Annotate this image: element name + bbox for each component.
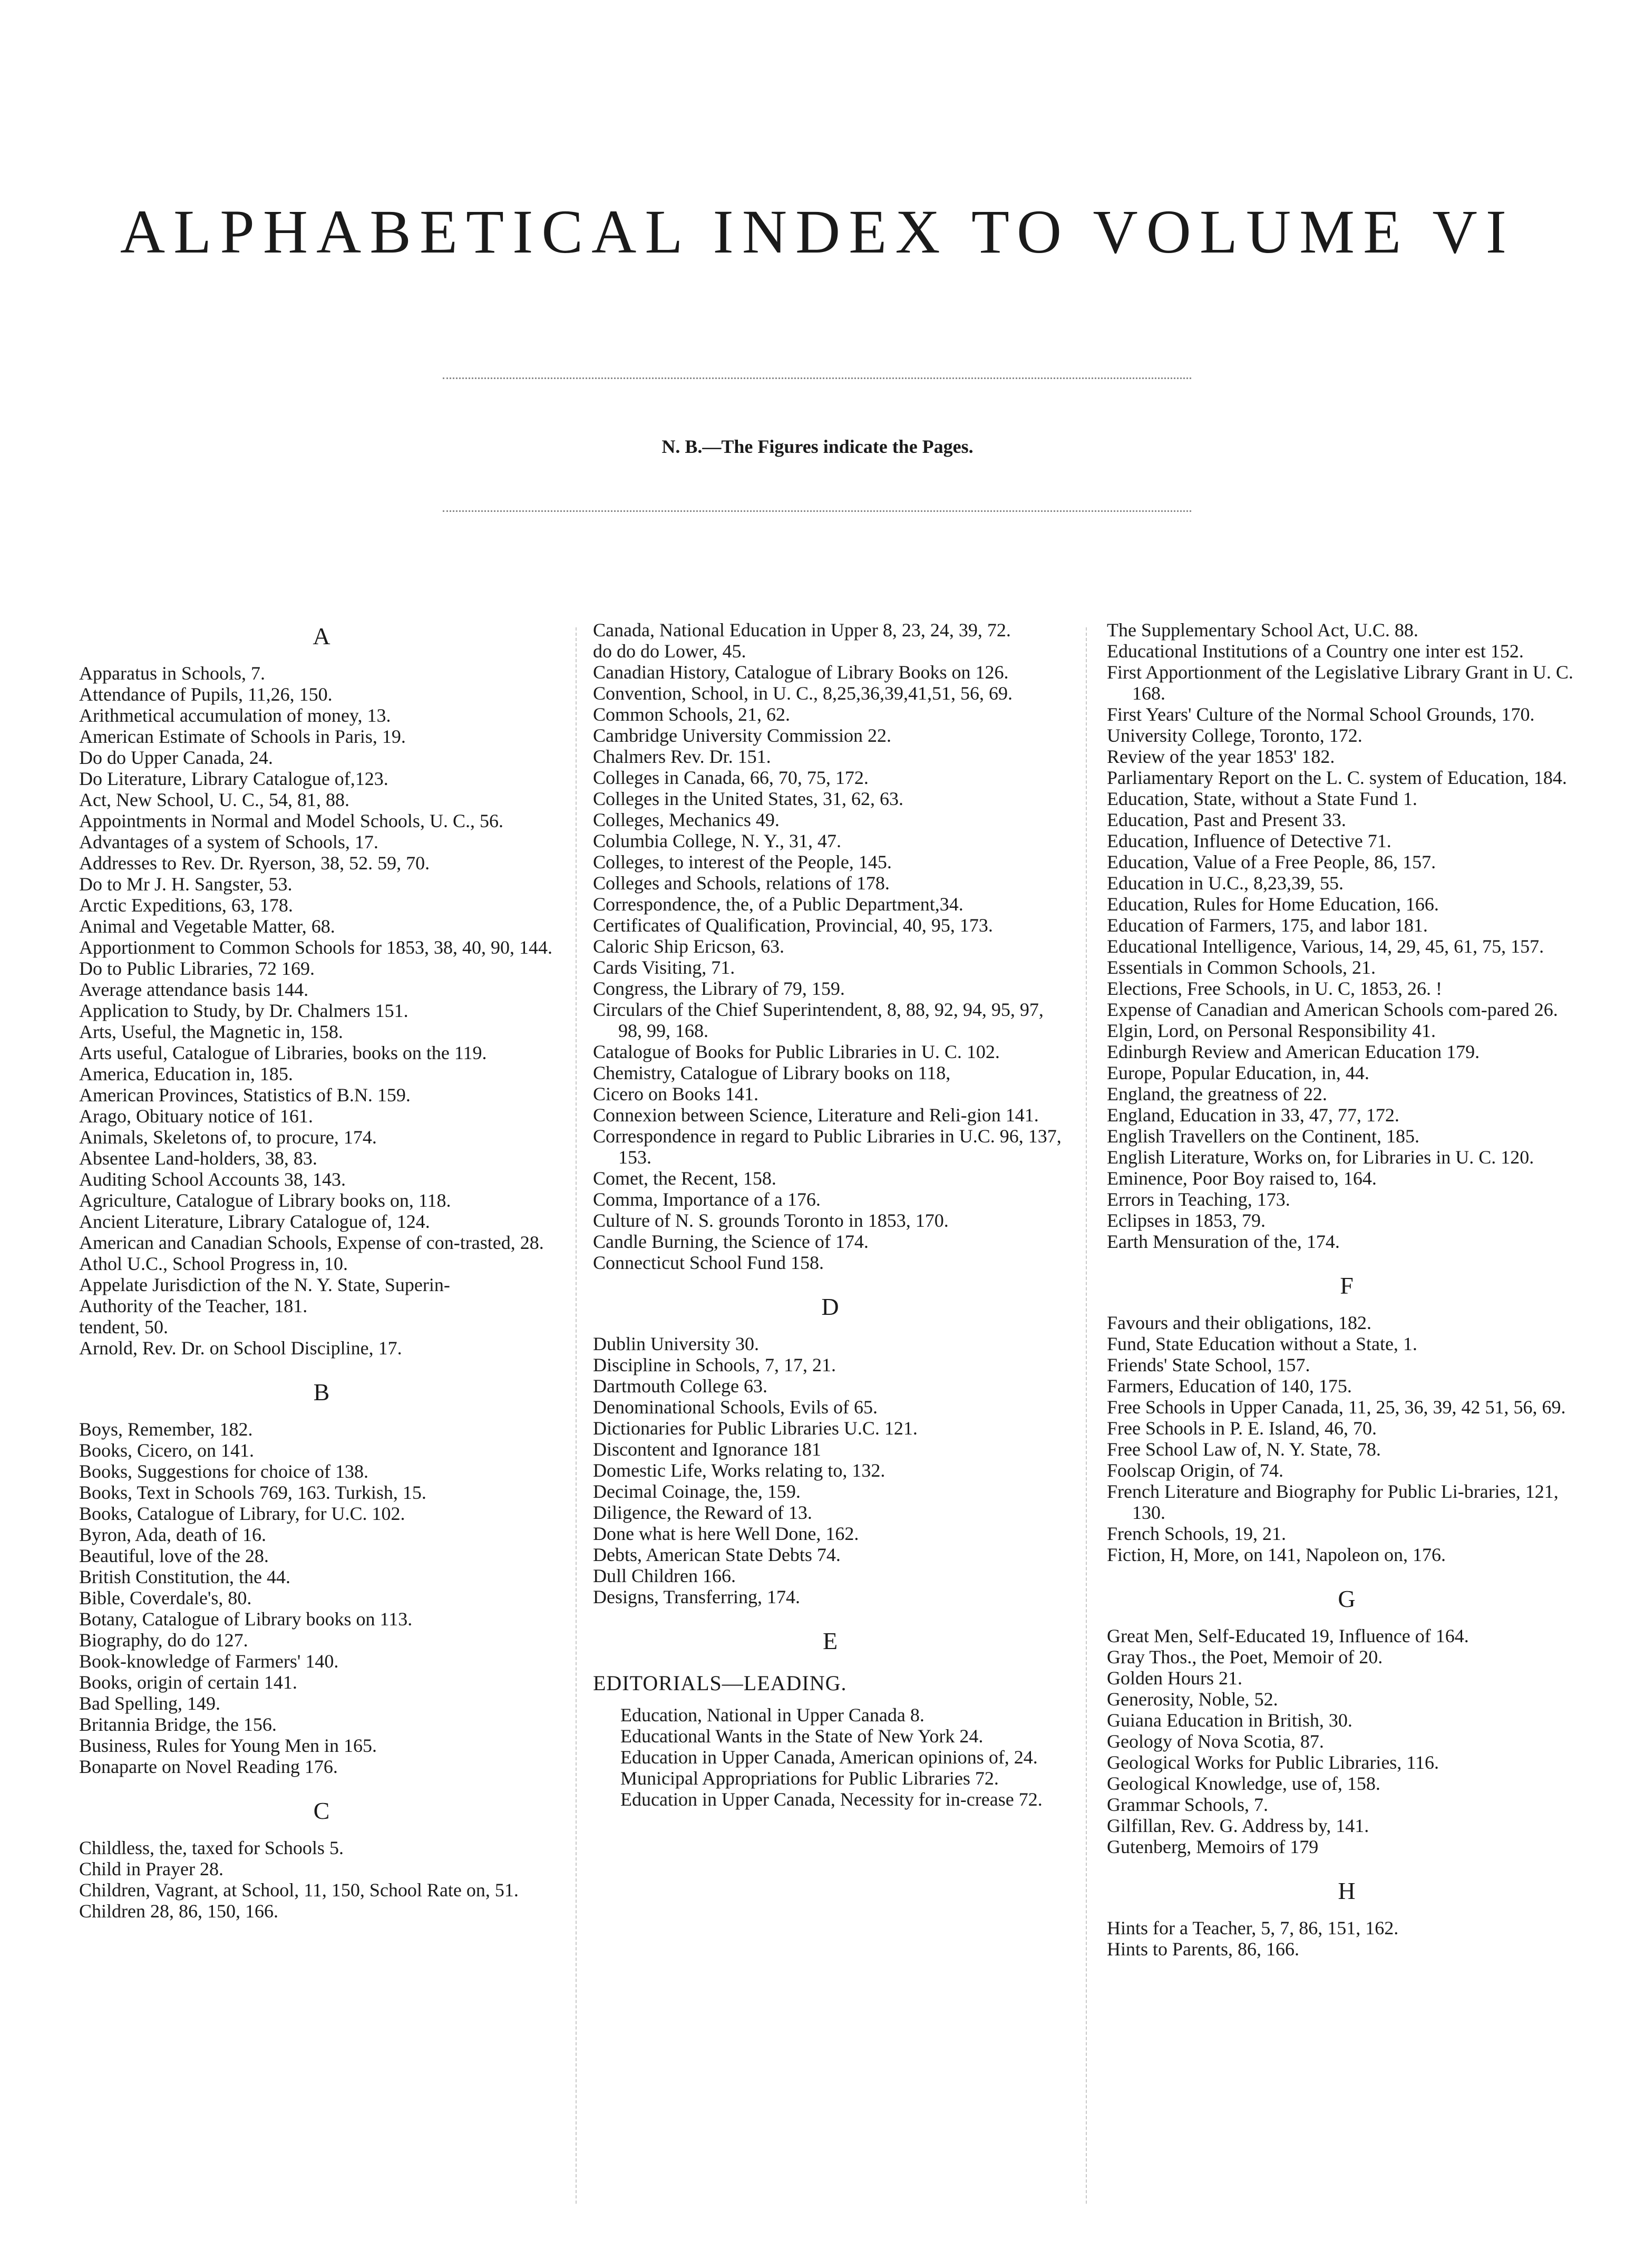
index-entry: Decimal Coinage, the, 159. (593, 1481, 801, 1502)
index-entry: Chemistry, Catalogue of Library books on 118, (593, 1062, 951, 1083)
ornamental-rule-top (443, 377, 1191, 379)
index-entry: Education in U.C., 8,23,39, 55. (1107, 873, 1344, 894)
section-spacer (1107, 1857, 1587, 1867)
index-entry: Education in Upper Canada, Necessity for in-crease 72. (620, 1789, 1043, 1810)
section-subheading: EDITORIALS—LEADING. (593, 1671, 847, 1695)
index-entry: Free Schools in P. E. Island, 46, 70. (1107, 1418, 1377, 1439)
index-entry: Colleges in Canada, 66, 70, 75, 172. (593, 767, 869, 788)
index-entry: Connexion between Science, Literature and Reli-gion 141. (593, 1104, 1039, 1126)
index-entry: Biography, do do 127. (79, 1630, 248, 1651)
index-note: N. B.—The Figures indicate the Pages. (661, 436, 974, 457)
index-entry: Books, Catalogue of Library, for U.C. 102. (79, 1503, 405, 1524)
index-entry: Do to Public Libraries, 72 169. (79, 958, 315, 979)
index-entry: University College, Toronto, 172. (1107, 725, 1363, 746)
index-entry: Athol U.C., School Progress in, 10. (79, 1253, 348, 1274)
page-title: ALPHABETICAL INDEX TO VOLUME VI (120, 197, 1515, 266)
index-entry: Gilfillan, Rev. G. Address by, 141. (1107, 1815, 1369, 1836)
index-entry: Done what is here Well Done, 162. (593, 1523, 859, 1544)
index-entry: Edinburgh Review and American Education 179. (1107, 1041, 1480, 1062)
index-entry: Eclipses in 1853, 79. (1107, 1210, 1266, 1231)
index-entry: Catalogue of Books for Public Libraries in U. C. 102. (593, 1041, 1000, 1062)
index-entry: Educational Intelligence, Various, 14, 29, 45, 61, 75, 157. (1107, 936, 1544, 957)
index-entry: Animal and Vegetable Matter, 68. (79, 916, 335, 937)
index-entry: Elgin, Lord, on Personal Responsibility 41. (1107, 1020, 1436, 1041)
index-entry: First Years' Culture of the Normal School Grounds, 170. (1107, 704, 1535, 725)
index-entry: Municipal Appropriations for Public Libraries 72. (620, 1768, 999, 1789)
index-entry: Arithmetical accumulation of money, 13. (79, 705, 391, 726)
index-entry: Educational Wants in the State of New York 24. (620, 1726, 984, 1747)
index-entry: Errors in Teaching, 173. (1107, 1189, 1290, 1210)
index-entry: British Constitution, the 44. (79, 1566, 291, 1587)
index-entry: Europe, Popular Education, in, 44. (1107, 1062, 1369, 1083)
index-entry: England, the greatness of 22. (1107, 1083, 1327, 1104)
index-entry: Candle Burning, the Science of 174. (593, 1231, 869, 1252)
index-entry: Arctic Expeditions, 63, 178. (79, 895, 293, 916)
index-entry: Appelate Jurisdiction of the N. Y. State, Superin- (79, 1274, 450, 1295)
index-entry: Education of Farmers, 175, and labor 181. (1107, 915, 1428, 936)
index-entry: Congress, the Library of 79, 159. (593, 978, 845, 999)
index-entry: Child in Prayer 28. (79, 1858, 223, 1879)
index-entry: Children, Vagrant, at School, 11, 150, School Rate on, 51. (79, 1879, 519, 1901)
index-column-2 (593, 619, 1067, 2247)
index-entry: Britannia Bridge, the 156. (79, 1714, 277, 1735)
index-entry: Advantages of a system of Schools, 17. (79, 831, 378, 852)
index-entry: Golden Hours 21. (1107, 1668, 1242, 1689)
index-entry: Books, Text in Schools 769, 163. Turkish, 15. (79, 1482, 426, 1503)
index-entry: tendent, 50. (79, 1316, 168, 1337)
column-divider (1086, 627, 1087, 2204)
index-entry: Convention, School, in U. C., 8,25,36,39,41,51, 56, 69. (593, 683, 1013, 704)
section-spacer (79, 1359, 564, 1368)
index-entry: Cambridge University Commission 22. (593, 725, 891, 746)
index-entry: Certificates of Qualification, Provincial, 40, 95, 173. (593, 915, 993, 936)
index-entry: Education, Past and Present 33. (1107, 809, 1346, 830)
index-entry: Colleges, to interest of the People, 145. (593, 851, 892, 873)
index-entry: do do do Lower, 45. (593, 641, 746, 662)
index-entry: English Travellers on the Continent, 185. (1107, 1126, 1419, 1147)
index-entry: Foolscap Origin, of 74. (1107, 1460, 1283, 1481)
index-entry: Books, origin of certain 141. (79, 1672, 297, 1693)
index-entry: Colleges in the United States, 31, 62, 63. (593, 788, 903, 809)
index-entry: Average attendance basis 144. (79, 979, 309, 1000)
index-entry: Canada, National Education in Upper 8, 23, 24, 39, 72. (593, 619, 1011, 641)
index-entry: Bonaparte on Novel Reading 176. (79, 1756, 338, 1777)
index-section (79, 1794, 564, 1922)
index-entry: Culture of N. S. grounds Toronto in 1853, 170. (593, 1210, 949, 1231)
index-entry: Authority of the Teacher, 181. (79, 1295, 308, 1316)
index-entry: Earth Mensuration of the, 174. (1107, 1231, 1340, 1252)
index-entry: Friends' State School, 157. (1107, 1354, 1310, 1375)
index-entry: Canadian History, Catalogue of Library Books on 126. (593, 662, 1009, 683)
index-entry: Favours and their obligations, 182. (1107, 1312, 1371, 1333)
index-entry: Business, Rules for Young Men in 165. (79, 1735, 377, 1756)
index-entry: Education, Rules for Home Education, 166. (1107, 894, 1439, 915)
index-entry: Boys, Remember, 182. (79, 1419, 253, 1440)
section-spacer (593, 1607, 1067, 1617)
index-entry: Discipline in Schools, 7, 17, 21. (593, 1354, 836, 1375)
index-entry: Arnold, Rev. Dr. on School Discipline, 17. (79, 1337, 402, 1359)
index-entry: Geological Knowledge, use of, 158. (1107, 1773, 1380, 1794)
index-entry: Columbia College, N. Y., 31, 47. (593, 830, 841, 851)
index-section (79, 619, 564, 1359)
index-entry: Eminence, Poor Boy raised to, 164. (1107, 1168, 1377, 1189)
index-entry: Connecticut School Fund 158. (593, 1252, 824, 1273)
index-entry: Denominational Schools, Evils of 65. (593, 1397, 878, 1418)
index-entry: Guiana Education in British, 30. (1107, 1710, 1352, 1731)
index-entry: Colleges, Mechanics 49. (593, 809, 780, 830)
index-entry: Auditing School Accounts 38, 143. (79, 1169, 346, 1190)
index-entry: Bible, Coverdale's, 80. (79, 1587, 252, 1608)
index-entry: French Schools, 19, 21. (1107, 1523, 1286, 1544)
section-spacer (593, 1810, 1067, 1819)
section-spacer (1107, 1960, 1587, 1969)
index-entry: Bad Spelling, 149. (79, 1693, 220, 1714)
index-entry: Animals, Skeletons of, to procure, 174. (79, 1127, 377, 1148)
index-entry: Dartmouth College 63. (593, 1375, 767, 1397)
index-entry: Hints for a Teacher, 5, 7, 86, 151, 162. (1107, 1917, 1399, 1939)
index-entry: Act, New School, U. C., 54, 81, 88. (79, 789, 349, 810)
index-entry: American and Canadian Schools, Expense of con-trasted, 28. (79, 1232, 544, 1253)
index-entry: Educational Institutions of a Country one inter est 152. (1107, 641, 1524, 662)
index-entry: Do do Upper Canada, 24. (79, 747, 273, 768)
index-entry: Application to Study, by Dr. Chalmers 151. (79, 1000, 408, 1021)
index-entry: Arts, Useful, the Magnetic in, 158. (79, 1021, 343, 1042)
index-entry: English Literature, Works on, for Libraries in U. C. 120. (1107, 1147, 1534, 1168)
index-entry: French Literature and Biography for Public Li-braries, 121, 130. (1107, 1481, 1559, 1523)
index-entry: Addresses to Rev. Dr. Ryerson, 38, 52. 59, 70. (79, 852, 430, 874)
column-divider (576, 627, 577, 2204)
index-entry: Education, Influence of Detective 71. (1107, 830, 1391, 851)
index-entry: Colleges and Schools, relations of 178. (593, 873, 890, 894)
index-section (1107, 1269, 1587, 1565)
section-spacer (593, 1273, 1067, 1283)
index-entry: Cards Visiting, 71. (593, 957, 735, 978)
index-entry: Essentials in Common Schools, 21. (1107, 957, 1376, 978)
section-letter: E (822, 1627, 838, 1654)
index-entry: Childless, the, taxed for Schools 5. (79, 1837, 344, 1858)
index-entry: Free School Law of, N. Y. State, 78. (1107, 1439, 1381, 1460)
section-spacer (79, 1777, 564, 1787)
index-entry: Generosity, Noble, 52. (1107, 1689, 1278, 1710)
index-entry: Common Schools, 21, 62. (593, 704, 791, 725)
index-entry: Book-knowledge of Farmers' 140. (79, 1651, 339, 1672)
index-entry: Byron, Ada, death of 16. (79, 1524, 266, 1545)
index-entry: Arago, Obituary notice of 161. (79, 1106, 313, 1127)
index-entry: Caloric Ship Ericson, 63. (593, 936, 784, 957)
index-section (1107, 1874, 1587, 1960)
index-entry: England, Education in 33, 47, 77, 172. (1107, 1104, 1399, 1126)
index-entry: America, Education in, 185. (79, 1063, 293, 1084)
index-entry: Education, National in Upper Canada 8. (620, 1704, 924, 1726)
section-letter: A (313, 623, 330, 650)
index-entry: Beautiful, love of the 28. (79, 1545, 269, 1566)
index-entry: Do to Mr J. H. Sangster, 53. (79, 874, 293, 895)
index-entry: Elections, Free Schools, in U. C, 1853, 26. ! (1107, 978, 1442, 999)
index-entry: Great Men, Self-Educated 19, Influence of 164. (1107, 1625, 1469, 1646)
index-entry: Dictionaries for Public Libraries U.C. 121. (593, 1418, 918, 1439)
index-entry: Discontent and Ignorance 181 (593, 1439, 821, 1460)
index-entry: Cicero on Books 141. (593, 1083, 758, 1104)
section-letter: D (821, 1293, 839, 1320)
index-entry: Farmers, Education of 140, 175. (1107, 1375, 1352, 1397)
index-entry: Education, Value of a Free People, 86, 157. (1107, 851, 1436, 873)
index-entry: Fund, State Education without a State, 1. (1107, 1333, 1417, 1354)
index-entry: Comet, the Recent, 158. (593, 1168, 776, 1189)
index-entry: Dublin University 30. (593, 1333, 759, 1354)
section-letter: C (313, 1797, 330, 1824)
index-entry: Apparatus in Schools, 7. (79, 663, 265, 684)
index-entry: Books, Suggestions for choice of 138. (79, 1461, 368, 1482)
index-entry: Apportionment to Common Schools for 1853, 38, 40, 90, 144. (79, 937, 552, 958)
index-entry: Education, State, without a State Fund 1. (1107, 788, 1417, 809)
index-entry: First Apportionment of the Legislative Library Grant in U. C. 168. (1107, 662, 1573, 704)
index-entry: Geology of Nova Scotia, 87. (1107, 1731, 1324, 1752)
index-entry: American Provinces, Statistics of B.N. 159. (79, 1084, 411, 1106)
index-entry: Geological Works for Public Libraries, 116. (1107, 1752, 1439, 1773)
index-entry: Fiction, H, More, on 141, Napoleon on, 176. (1107, 1544, 1446, 1565)
index-entry: Free Schools in Upper Canada, 11, 25, 36, 39, 42 51, 56, 69. (1107, 1397, 1566, 1418)
index-entry: Dull Children 166. (593, 1565, 736, 1586)
index-entry: Gray Thos., the Poet, Memoir of 20. (1107, 1646, 1383, 1668)
index-entry: Agriculture, Catalogue of Library books on, 118. (79, 1190, 451, 1211)
index-entry: Review of the year 1853' 182. (1107, 746, 1335, 767)
section-spacer (79, 1922, 564, 1931)
index-section (1107, 619, 1587, 1252)
index-entry: Grammar Schools, 7. (1107, 1794, 1268, 1815)
index-section (593, 1624, 1067, 1810)
index-entry: American Estimate of Schools in Paris, 19. (79, 726, 406, 747)
index-entry: Diligence, the Reward of 13. (593, 1502, 812, 1523)
index-entry: Correspondence, the, of a Public Department,34. (593, 894, 964, 915)
index-column-1 (79, 619, 564, 2247)
index-entry: Circulars of the Chief Superintendent, 8, 88, 92, 94, 95, 97, 98, 99, 168. (593, 999, 1044, 1041)
index-section (593, 1290, 1067, 1607)
index-entry: The Supplementary School Act, U.C. 88. (1107, 619, 1418, 641)
section-letter: F (1340, 1272, 1354, 1299)
index-entry: Expense of Canadian and American Schools com-pared 26. (1107, 999, 1558, 1020)
index-entry: Gutenberg, Memoirs of 179 (1107, 1836, 1319, 1857)
section-letter: H (1338, 1877, 1356, 1904)
index-entry: Comma, Importance of a 176. (593, 1189, 821, 1210)
index-section (593, 619, 1067, 1273)
index-entry: Parliamentary Report on the L. C. system of Education, 184. (1107, 767, 1567, 788)
index-entry: Appointments in Normal and Model Schools, U. C., 56. (79, 810, 503, 831)
index-entry: Hints to Parents, 86, 166. (1107, 1939, 1299, 1960)
index-section (79, 1375, 564, 1777)
section-letter: G (1338, 1585, 1356, 1612)
index-entry: Botany, Catalogue of Library books on 113. (79, 1608, 413, 1630)
index-entry: Absentee Land-holders, 38, 83. (79, 1148, 317, 1169)
index-entry: Correspondence in regard to Public Libraries in U.C. 96, 137, 153. (593, 1126, 1062, 1168)
index-entry: Arts useful, Catalogue of Libraries, books on the 119. (79, 1042, 487, 1063)
ornamental-rule-bottom (443, 510, 1191, 512)
index-column-3 (1107, 619, 1587, 2247)
index-entry: Chalmers Rev. Dr. 151. (593, 746, 771, 767)
index-section (1107, 1582, 1587, 1857)
index-entry: Ancient Literature, Library Catalogue of, 124. (79, 1211, 430, 1232)
index-entry: Designs, Transferring, 174. (593, 1586, 800, 1607)
section-letter: B (313, 1379, 330, 1406)
index-entry: Attendance of Pupils, 11,26, 150. (79, 684, 333, 705)
section-spacer (1107, 1565, 1587, 1575)
index-entry: Debts, American State Debts 74. (593, 1544, 841, 1565)
index-entry: Books, Cicero, on 141. (79, 1440, 254, 1461)
index-entry: Education in Upper Canada, American opinions of, 24. (620, 1747, 1038, 1768)
index-entry: Domestic Life, Works relating to, 132. (593, 1460, 885, 1481)
index-entry: Children 28, 86, 150, 166. (79, 1901, 278, 1922)
section-spacer (1107, 1252, 1587, 1262)
index-entry: Do Literature, Library Catalogue of,123. (79, 768, 388, 789)
